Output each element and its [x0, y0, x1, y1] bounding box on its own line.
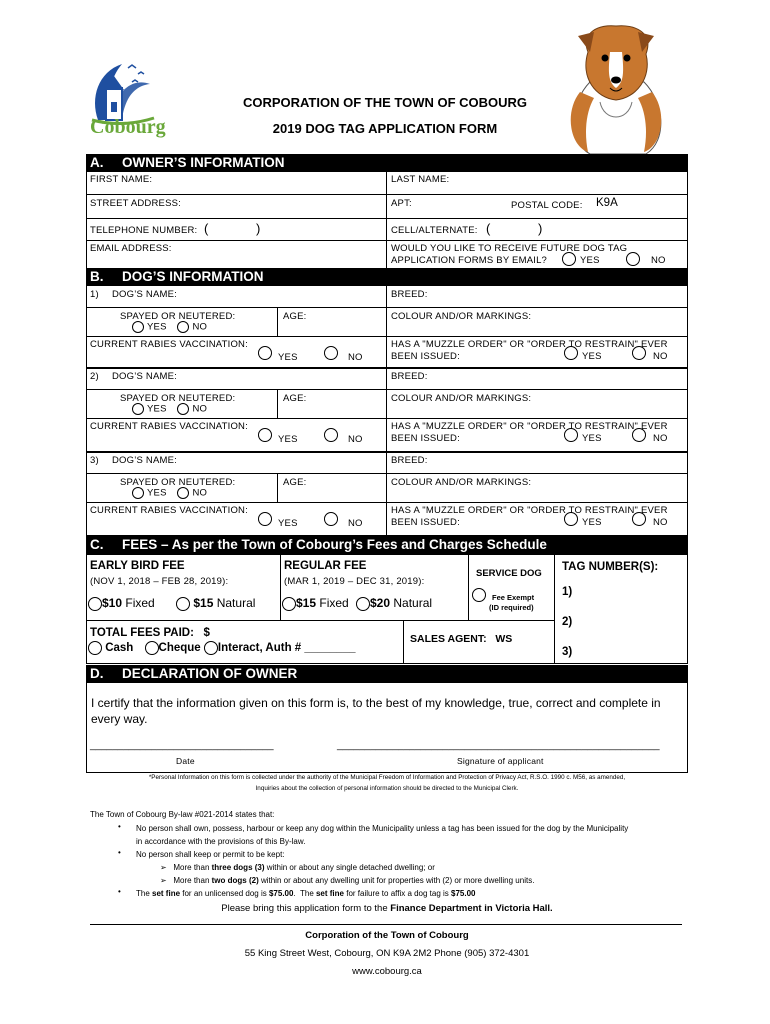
dog-1-spayed-no-radio[interactable]: [177, 321, 189, 333]
total-fees-paid[interactable]: TOTAL FEES PAID: $: [90, 627, 210, 639]
regular-natural-option[interactable]: [356, 596, 432, 611]
dog-2-muzzle-no-label: NO: [653, 433, 668, 444]
dog-2-rabies-no-label: NO: [348, 434, 363, 445]
form-title: 2019 DOG TAG APPLICATION FORM: [272, 121, 498, 136]
b3-bold4: $75.00: [451, 889, 476, 898]
section-d-letter: D.: [90, 666, 104, 681]
tag-number-3[interactable]: 3): [562, 646, 573, 658]
bring-pre: Please bring this application form to the: [221, 903, 391, 914]
dog-2-breed-field[interactable]: BREED:: [391, 371, 428, 382]
postal-code-value[interactable]: K9A: [596, 197, 618, 209]
dog-3-spayed-no-radio[interactable]: [177, 487, 189, 499]
payment-methods: [88, 641, 356, 655]
cash-radio[interactable]: [88, 641, 102, 655]
dog-2-muzzle-yes-label: YES: [582, 433, 602, 444]
bylaw-sub-2-pre: More than: [173, 876, 212, 885]
date-signature-line[interactable]: _________________________________: [90, 740, 274, 751]
regular-natural-label: Natural: [393, 596, 433, 610]
street-address-field[interactable]: STREET ADDRESS:: [90, 198, 181, 209]
dog-3-spayed-yes-label: YES: [147, 487, 167, 499]
early-natural-label: Natural: [216, 596, 256, 610]
apt-field[interactable]: APT:: [391, 198, 412, 209]
dog-1-name-field[interactable]: DOG’S NAME:: [112, 289, 178, 300]
footer-org: Corporation of the Town of Cobourg: [305, 930, 469, 941]
regular-natural-radio[interactable]: [356, 597, 370, 611]
dog-1-muzzle-question-2: BEEN ISSUED:: [391, 351, 460, 362]
early-natural-amount: $15: [193, 596, 214, 610]
cobourg-logo: [88, 58, 166, 142]
dog-3-rabies-no-radio[interactable]: [324, 512, 338, 526]
dog-1-spayed-no-label: NO: [192, 321, 208, 333]
cash-label: Cash: [105, 642, 134, 655]
dog-2-age-field[interactable]: AGE:: [283, 393, 307, 404]
dog-2-rabies-yes-radio[interactable]: [258, 428, 272, 442]
dog-3-breed-field[interactable]: BREED:: [391, 455, 428, 466]
dog-1-muzzle-no-radio[interactable]: [632, 346, 646, 360]
service-dog-radio[interactable]: [472, 588, 486, 602]
bylaw-sub-2-bold: two dogs (2): [211, 876, 259, 885]
bring-form-notice: [86, 903, 688, 914]
dog-3-colour-field[interactable]: COLOUR AND/OR MARKINGS:: [391, 477, 532, 488]
dog-1-muzzle-no-label: NO: [653, 351, 668, 362]
section-d-title: DECLARATION OF OWNER: [122, 666, 298, 681]
early-natural-option[interactable]: [176, 596, 255, 611]
regular-fixed-radio[interactable]: [282, 597, 296, 611]
bylaw-bullet-3: [136, 889, 476, 898]
section-a-letter: A.: [90, 155, 104, 170]
dog-2-muzzle-yes-radio[interactable]: [564, 428, 578, 442]
form-org-title: CORPORATION OF THE TOWN OF COBOURG: [242, 95, 528, 110]
email-no-radio[interactable]: [626, 252, 640, 266]
dog-1-age-field[interactable]: AGE:: [283, 311, 307, 322]
b3-bold3: set fine: [315, 889, 344, 898]
interact-radio[interactable]: [204, 641, 218, 655]
b3-bold1: set fine: [152, 889, 181, 898]
bylaw-sub-2-post: within or about any dwelling unit for properties with (2) or more dwelling units.: [258, 876, 535, 885]
bylaw-bullet-2-dot: •: [118, 848, 121, 857]
early-fixed-radio[interactable]: [88, 597, 102, 611]
dog-1-number: 1): [90, 289, 99, 300]
tag-number-1[interactable]: 1): [562, 586, 573, 598]
bylaw-intro: The Town of Cobourg By-law #021-2014 states that:: [90, 810, 275, 819]
regular-natural-amount: $20: [370, 596, 391, 610]
dog-1-spayed-options: [132, 321, 207, 333]
section-c-letter: C.: [90, 537, 104, 552]
dog-3-spayed-yes-radio[interactable]: [132, 487, 144, 499]
last-name-field[interactable]: LAST NAME:: [391, 174, 450, 185]
signature-label: Signature of applicant: [457, 756, 544, 766]
early-bird-title: EARLY BIRD FEE: [90, 560, 185, 572]
dog-1-rabies-yes-radio[interactable]: [258, 346, 272, 360]
bylaw-bullet-3-dot: •: [118, 887, 121, 896]
phone-paren-close: ): [256, 221, 261, 236]
service-dog-title: SERVICE DOG: [476, 568, 542, 579]
tag-numbers-title: TAG NUMBER(S):: [562, 561, 659, 573]
dog-2-colour-field[interactable]: COLOUR AND/OR MARKINGS:: [391, 393, 532, 404]
regular-fee-dates: (MAR 1, 2019 – DEC 31, 2019):: [284, 576, 425, 587]
bylaw-sub-1: ➢ More than three dogs (3) within or about any single detached dwelling; or: [160, 863, 435, 872]
dog-2-spayed-options: [132, 403, 207, 415]
footer-divider: [90, 924, 682, 925]
dog-2-muzzle-no-radio[interactable]: [632, 428, 646, 442]
section-a-title: OWNER’S INFORMATION: [122, 155, 285, 170]
dog-2-rabies-label: CURRENT RABIES VACCINATION:: [90, 421, 248, 432]
dog-1-colour-field[interactable]: COLOUR AND/OR MARKINGS:: [391, 311, 532, 322]
cell-alternate-field[interactable]: CELL/ALTERNATE:: [391, 225, 478, 236]
dog-2-spayed-no-radio[interactable]: [177, 403, 189, 415]
dog-2-rabies-yes-label: YES: [278, 434, 298, 445]
dog-1-breed-field[interactable]: BREED:: [391, 289, 428, 300]
section-b-letter: B.: [90, 269, 104, 284]
dog-1-spayed-yes-label: YES: [147, 321, 167, 333]
section-c-title: FEES – As per the Town of Cobourg’s Fees and Charges Schedule: [122, 537, 547, 552]
phone-paren-open: (: [204, 221, 209, 236]
dog-2-rabies-no-radio[interactable]: [324, 428, 338, 442]
email-future-question-2: APPLICATION FORMS BY EMAIL?: [391, 255, 548, 266]
dog-1-muzzle-question: HAS A "MUZZLE ORDER" OR "ORDER TO RESTRAIN" EVER: [391, 339, 668, 350]
early-bird-dates: (NOV 1, 2018 – FEB 28, 2019):: [90, 576, 229, 587]
dog-3-age-field[interactable]: AGE:: [283, 477, 307, 488]
dog-2-muzzle-question: HAS A "MUZZLE ORDER" OR "ORDER TO RESTRAIN" EVER: [391, 421, 668, 432]
regular-fee-title: REGULAR FEE: [284, 560, 367, 572]
dog-3-muzzle-question-2: BEEN ISSUED:: [391, 517, 460, 528]
cheque-radio[interactable]: [145, 641, 159, 655]
bylaw-bullet-1b: in accordance with the provisions of this By-law.: [136, 837, 306, 846]
footer-web: www.cobourg.ca: [352, 966, 422, 977]
section-d-header: [86, 665, 688, 683]
bylaw-bullet-2: No person shall keep or permit to be kept:: [136, 850, 285, 859]
dog-1-spayed-yes-radio[interactable]: [132, 321, 144, 333]
footer-address: 55 King Street West, Cobourg, ON K9A 2M2 Phone (905) 372-4301: [244, 948, 530, 959]
regular-fixed-label: Fixed: [319, 596, 349, 610]
section-c-header: [86, 536, 688, 554]
bylaw-sub-1-bold: three dogs (3): [211, 863, 265, 872]
dog-3-number: 3): [90, 455, 99, 466]
email-yes-label: YES: [580, 255, 600, 266]
bylaw-bullet-1a: No person shall own, possess, harbour or keep any dog within the Municipality unless a tag has been issued for the dog by the Municipality: [136, 824, 629, 833]
bylaw-bullet-1-dot: •: [118, 822, 121, 831]
b3-pre: The: [136, 889, 153, 898]
dog-3-muzzle-no-label: NO: [653, 517, 668, 528]
sales-agent: SALES AGENT: WS: [410, 633, 513, 645]
dog-3-rabies-yes-radio[interactable]: [258, 512, 272, 526]
cell-paren-close: ): [538, 221, 543, 236]
interact-label: Interact, Auth # ________: [217, 642, 356, 655]
b3-mid2: . The: [293, 889, 316, 898]
regular-fixed-amount: $15: [296, 596, 317, 610]
id-required-label: (ID required): [489, 603, 534, 612]
bylaw-sub-1-pre: More than: [173, 863, 212, 872]
dog-2-name-field[interactable]: DOG’S NAME:: [112, 371, 178, 382]
email-yes-radio[interactable]: [562, 252, 576, 266]
tag-number-2[interactable]: 2): [562, 616, 573, 628]
cheque-label: Cheque: [158, 642, 201, 655]
dog-3-name-field[interactable]: DOG’S NAME:: [112, 455, 178, 466]
dog-1-spayed-label: SPAYED OR NEUTERED:: [120, 311, 236, 322]
dog-3-spayed-options: [132, 487, 207, 499]
cell-paren-open: (: [486, 221, 491, 236]
dog-2-spayed-label: SPAYED OR NEUTERED:: [120, 393, 236, 404]
early-natural-radio[interactable]: [176, 597, 190, 611]
email-no-label: NO: [651, 255, 666, 266]
dog-3-spayed-label: SPAYED OR NEUTERED:: [120, 477, 236, 488]
email-address-field[interactable]: EMAIL ADDRESS:: [90, 243, 172, 254]
dog-2-spayed-yes-radio[interactable]: [132, 403, 144, 415]
b3-bold2: $75.00: [268, 889, 294, 898]
dog-3-muzzle-yes-radio[interactable]: [564, 512, 578, 526]
dog-2-spayed-no-label: NO: [192, 403, 208, 415]
dog-3-muzzle-question: HAS A "MUZZLE ORDER" OR "ORDER TO RESTRAIN" EVER: [391, 505, 668, 516]
regular-fixed-option[interactable]: [282, 596, 349, 611]
dog-1-rabies-yes-label: YES: [278, 352, 298, 363]
postal-code-label: POSTAL CODE:: [511, 200, 583, 211]
dog-2-spayed-yes-label: YES: [147, 403, 167, 415]
section-b-header: [86, 268, 688, 286]
dog-3-spayed-no-label: NO: [192, 487, 208, 499]
b3-mid1: for an unlicensed dog is: [180, 889, 269, 898]
early-fixed-amount: $10: [102, 596, 123, 610]
section-b-title: DOG’S INFORMATION: [122, 269, 264, 284]
email-future-question: WOULD YOU LIKE TO RECEIVE FUTURE DOG TAG: [391, 243, 628, 254]
dog-1-muzzle-yes-label: YES: [582, 351, 602, 362]
applicant-signature-line[interactable]: __________________________________________________________: [337, 740, 660, 751]
dog-3-muzzle-no-radio[interactable]: [632, 512, 646, 526]
dog-1-rabies-no-radio[interactable]: [324, 346, 338, 360]
dog-illustration: [560, 22, 672, 157]
telephone-field[interactable]: TELEPHONE NUMBER:: [90, 225, 198, 236]
dog-3-rabies-yes-label: YES: [278, 518, 298, 529]
privacy-notice-1: *Personal Information on this form is collected under the authority of the Municipal Freedom of Information and Protection of Privacy Act, R.S.O. 1990 c. M56, as amended,: [148, 774, 626, 781]
dog-3-muzzle-yes-label: YES: [582, 517, 602, 528]
bylaw-sub-1-post: within or about any single detached dwelling; or: [264, 863, 435, 872]
dog-2-muzzle-question-2: BEEN ISSUED:: [391, 433, 460, 444]
dog-3-rabies-no-label: NO: [348, 518, 363, 529]
first-name-field[interactable]: FIRST NAME:: [90, 174, 153, 185]
b3-mid3: for failure to affix a dog tag is: [344, 889, 452, 898]
logo-text: Cobourg: [90, 116, 166, 138]
dog-1-rabies-no-label: NO: [348, 352, 363, 363]
bylaw-sub-2: ➢ More than two dogs (2) within or about any dwelling unit for properties with (2) or more dwelling units.: [160, 876, 535, 885]
early-fixed-option[interactable]: [88, 596, 155, 611]
dog-2-number: 2): [90, 371, 99, 382]
fee-exempt-label: Fee Exempt: [492, 593, 535, 602]
bring-bold: Finance Department in Victoria Hall.: [390, 903, 553, 914]
dog-3-rabies-label: CURRENT RABIES VACCINATION:: [90, 505, 248, 516]
declaration-text: I certify that the information given on this form is, to the best of my knowledge, true, correct and complete in every way.: [91, 696, 661, 726]
date-label: Date: [176, 756, 195, 766]
early-fixed-label: Fixed: [125, 596, 155, 610]
dog-1-muzzle-yes-radio[interactable]: [564, 346, 578, 360]
privacy-notice-2: Inquiries about the collection of personal information should be directed to the Municipal Clerk.: [255, 785, 519, 792]
dog-1-rabies-label: CURRENT RABIES VACCINATION:: [90, 339, 248, 350]
